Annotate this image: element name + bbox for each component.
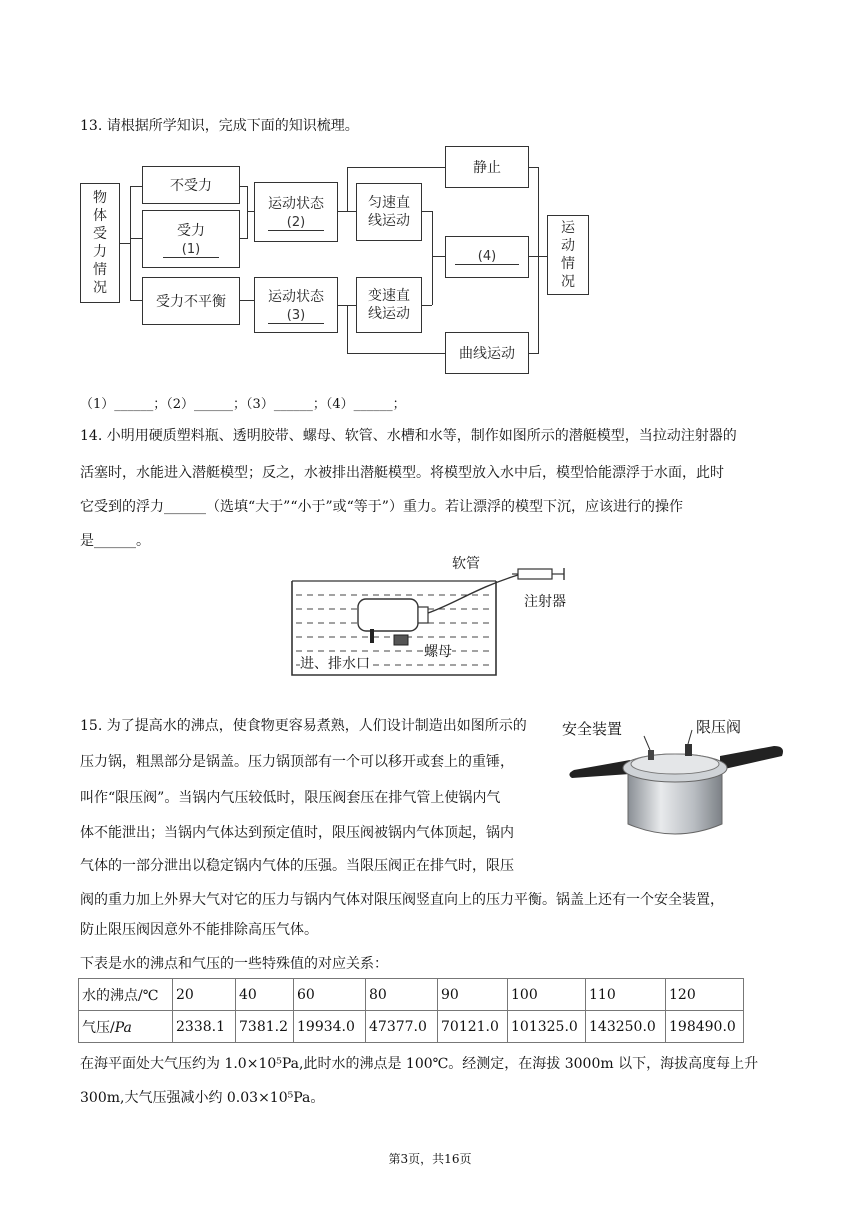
q13-answers: （1）______；（2）______；（3）______；（4）______； bbox=[80, 397, 406, 412]
table-cell: 70121.0 bbox=[438, 1011, 508, 1043]
table-cell: 7381.2 bbox=[236, 1011, 294, 1043]
root-char: 情 bbox=[93, 262, 107, 278]
boiling-point-table bbox=[78, 978, 744, 1043]
q15-line-7: 防止限压阀因意外不能排除高压气体。 bbox=[80, 922, 318, 938]
result-box: 运 动 情 况 bbox=[547, 215, 589, 295]
table-cell: 40 bbox=[236, 979, 294, 1011]
q14-line-3: 它受到的浮力______（选填“大于”“小于”或“等于”）重力。若让漂浮的模型下沉，应该进行的操作 bbox=[80, 499, 683, 515]
hose-label: 软管 bbox=[452, 556, 480, 572]
table-cell: 143250.0 bbox=[586, 1011, 666, 1043]
variable-box: 变速直 线运动 bbox=[356, 277, 422, 333]
table-cell: 80 bbox=[366, 979, 438, 1011]
table-cell: 90 bbox=[438, 979, 508, 1011]
table-row bbox=[79, 1011, 744, 1043]
not-force-box: 不受力 bbox=[142, 166, 240, 204]
table-cell: 47377.0 bbox=[366, 1011, 438, 1043]
safety-label: 安全装置 bbox=[562, 720, 623, 738]
root-box bbox=[80, 183, 120, 303]
q15-line-8: 下表是水的沸点和气压的一些特殊值的对应关系： bbox=[80, 956, 388, 972]
blank4-box bbox=[445, 236, 529, 278]
q15-after-2: 300m,大气压强减小约 0.03×10⁵Pa。 bbox=[80, 1090, 325, 1106]
unbalanced-box: 受力不平衡 bbox=[142, 277, 240, 325]
q14-line-2: 活塞时，水能进入潜艇模型；反之，水被排出潜艇模型。将模型放入水中后，模型恰能漂浮于水面，此时 bbox=[80, 465, 724, 481]
table-cell: 2338.1 bbox=[173, 1011, 236, 1043]
rest-box: 静止 bbox=[445, 146, 529, 188]
q15-after-1: 在海平面处大气压约为 1.0×10⁵Pa,此时水的沸点是 100℃。经测定，在海拔 3000m 以下，海拔高度每上升 bbox=[80, 1056, 759, 1072]
submarine-figure bbox=[286, 553, 586, 683]
force-box: 受力 (1) bbox=[142, 210, 240, 268]
blank-3: (3) bbox=[268, 308, 324, 324]
nut-label: 螺母 bbox=[424, 641, 452, 661]
pressure-cooker-figure bbox=[560, 716, 790, 846]
q15-line-2: 压力锅，粗黑部分是锅盖。压力锅顶部有一个可以移开或套上的重锤， bbox=[80, 754, 514, 770]
q13-prompt: 13. 请根据所学知识，完成下面的知识梳理。 bbox=[80, 118, 359, 134]
syringe-label: 注射器 bbox=[524, 594, 566, 610]
q15-line-6: 阀的重力加上外界大气对它的压力与锅内气体对限压阀竖直向上的压力平衡。锅盖上还有一个安全装置， bbox=[80, 892, 724, 908]
root-char: 况 bbox=[93, 280, 107, 296]
root-char: 体 bbox=[93, 208, 107, 224]
q14-line-1: 14. 小明用硬质塑料瓶、透明胶带、螺母、软管、水槽和水等，制作如图所示的潜艇模型，当拉动注射器的 bbox=[80, 428, 737, 444]
table-cell: 100 bbox=[508, 979, 586, 1011]
uniform-box: 匀速直 线运动 bbox=[356, 183, 422, 241]
state-box-a: 运动状态 (2) bbox=[254, 182, 338, 242]
root-char: 力 bbox=[93, 244, 107, 260]
blank-2: (2) bbox=[268, 215, 324, 231]
table-cell: 19934.0 bbox=[294, 1011, 366, 1043]
q15-line-1: 15. 为了提高水的沸点，使食物更容易煮熟，人们设计制造出如图所示的 bbox=[80, 718, 527, 734]
root-char: 物 bbox=[93, 190, 107, 206]
valve-label: 限压阀 bbox=[696, 718, 742, 736]
inlet-label: 进、排水口 bbox=[300, 653, 370, 673]
table-header-cell: 水的沸点/℃ bbox=[79, 979, 173, 1011]
table-header-cell: 气压/Pa bbox=[79, 1011, 173, 1043]
q15-line-4: 体不能泄出；当锅内气体达到预定值时，限压阀被锅内气体顶起，锅内 bbox=[80, 825, 514, 841]
table-cell: 20 bbox=[173, 979, 236, 1011]
table-cell: 60 bbox=[294, 979, 366, 1011]
page-footer: 第3页，共16页 bbox=[388, 1152, 472, 1166]
blank-1: (1) bbox=[163, 242, 219, 258]
q14-line-4: 是______。 bbox=[80, 533, 150, 549]
root-char: 受 bbox=[93, 226, 107, 242]
curve-box: 曲线运动 bbox=[445, 332, 529, 374]
table-cell: 101325.0 bbox=[508, 1011, 586, 1043]
table-cell: 110 bbox=[586, 979, 666, 1011]
state-box-b: 运动状态 (3) bbox=[254, 277, 338, 333]
blank-4: (4) bbox=[455, 249, 519, 265]
table-cell: 120 bbox=[666, 979, 744, 1011]
q15-line-5: 气体的一部分泄出以稳定锅内气体的压强。当限压阀正在排气时，限压 bbox=[80, 858, 514, 874]
table-cell: 198490.0 bbox=[666, 1011, 744, 1043]
table-row bbox=[79, 979, 744, 1011]
q15-line-3: 叫作“限压阀”。当锅内气压较低时，限压阀套压在排气管上使锅内气 bbox=[80, 790, 501, 806]
